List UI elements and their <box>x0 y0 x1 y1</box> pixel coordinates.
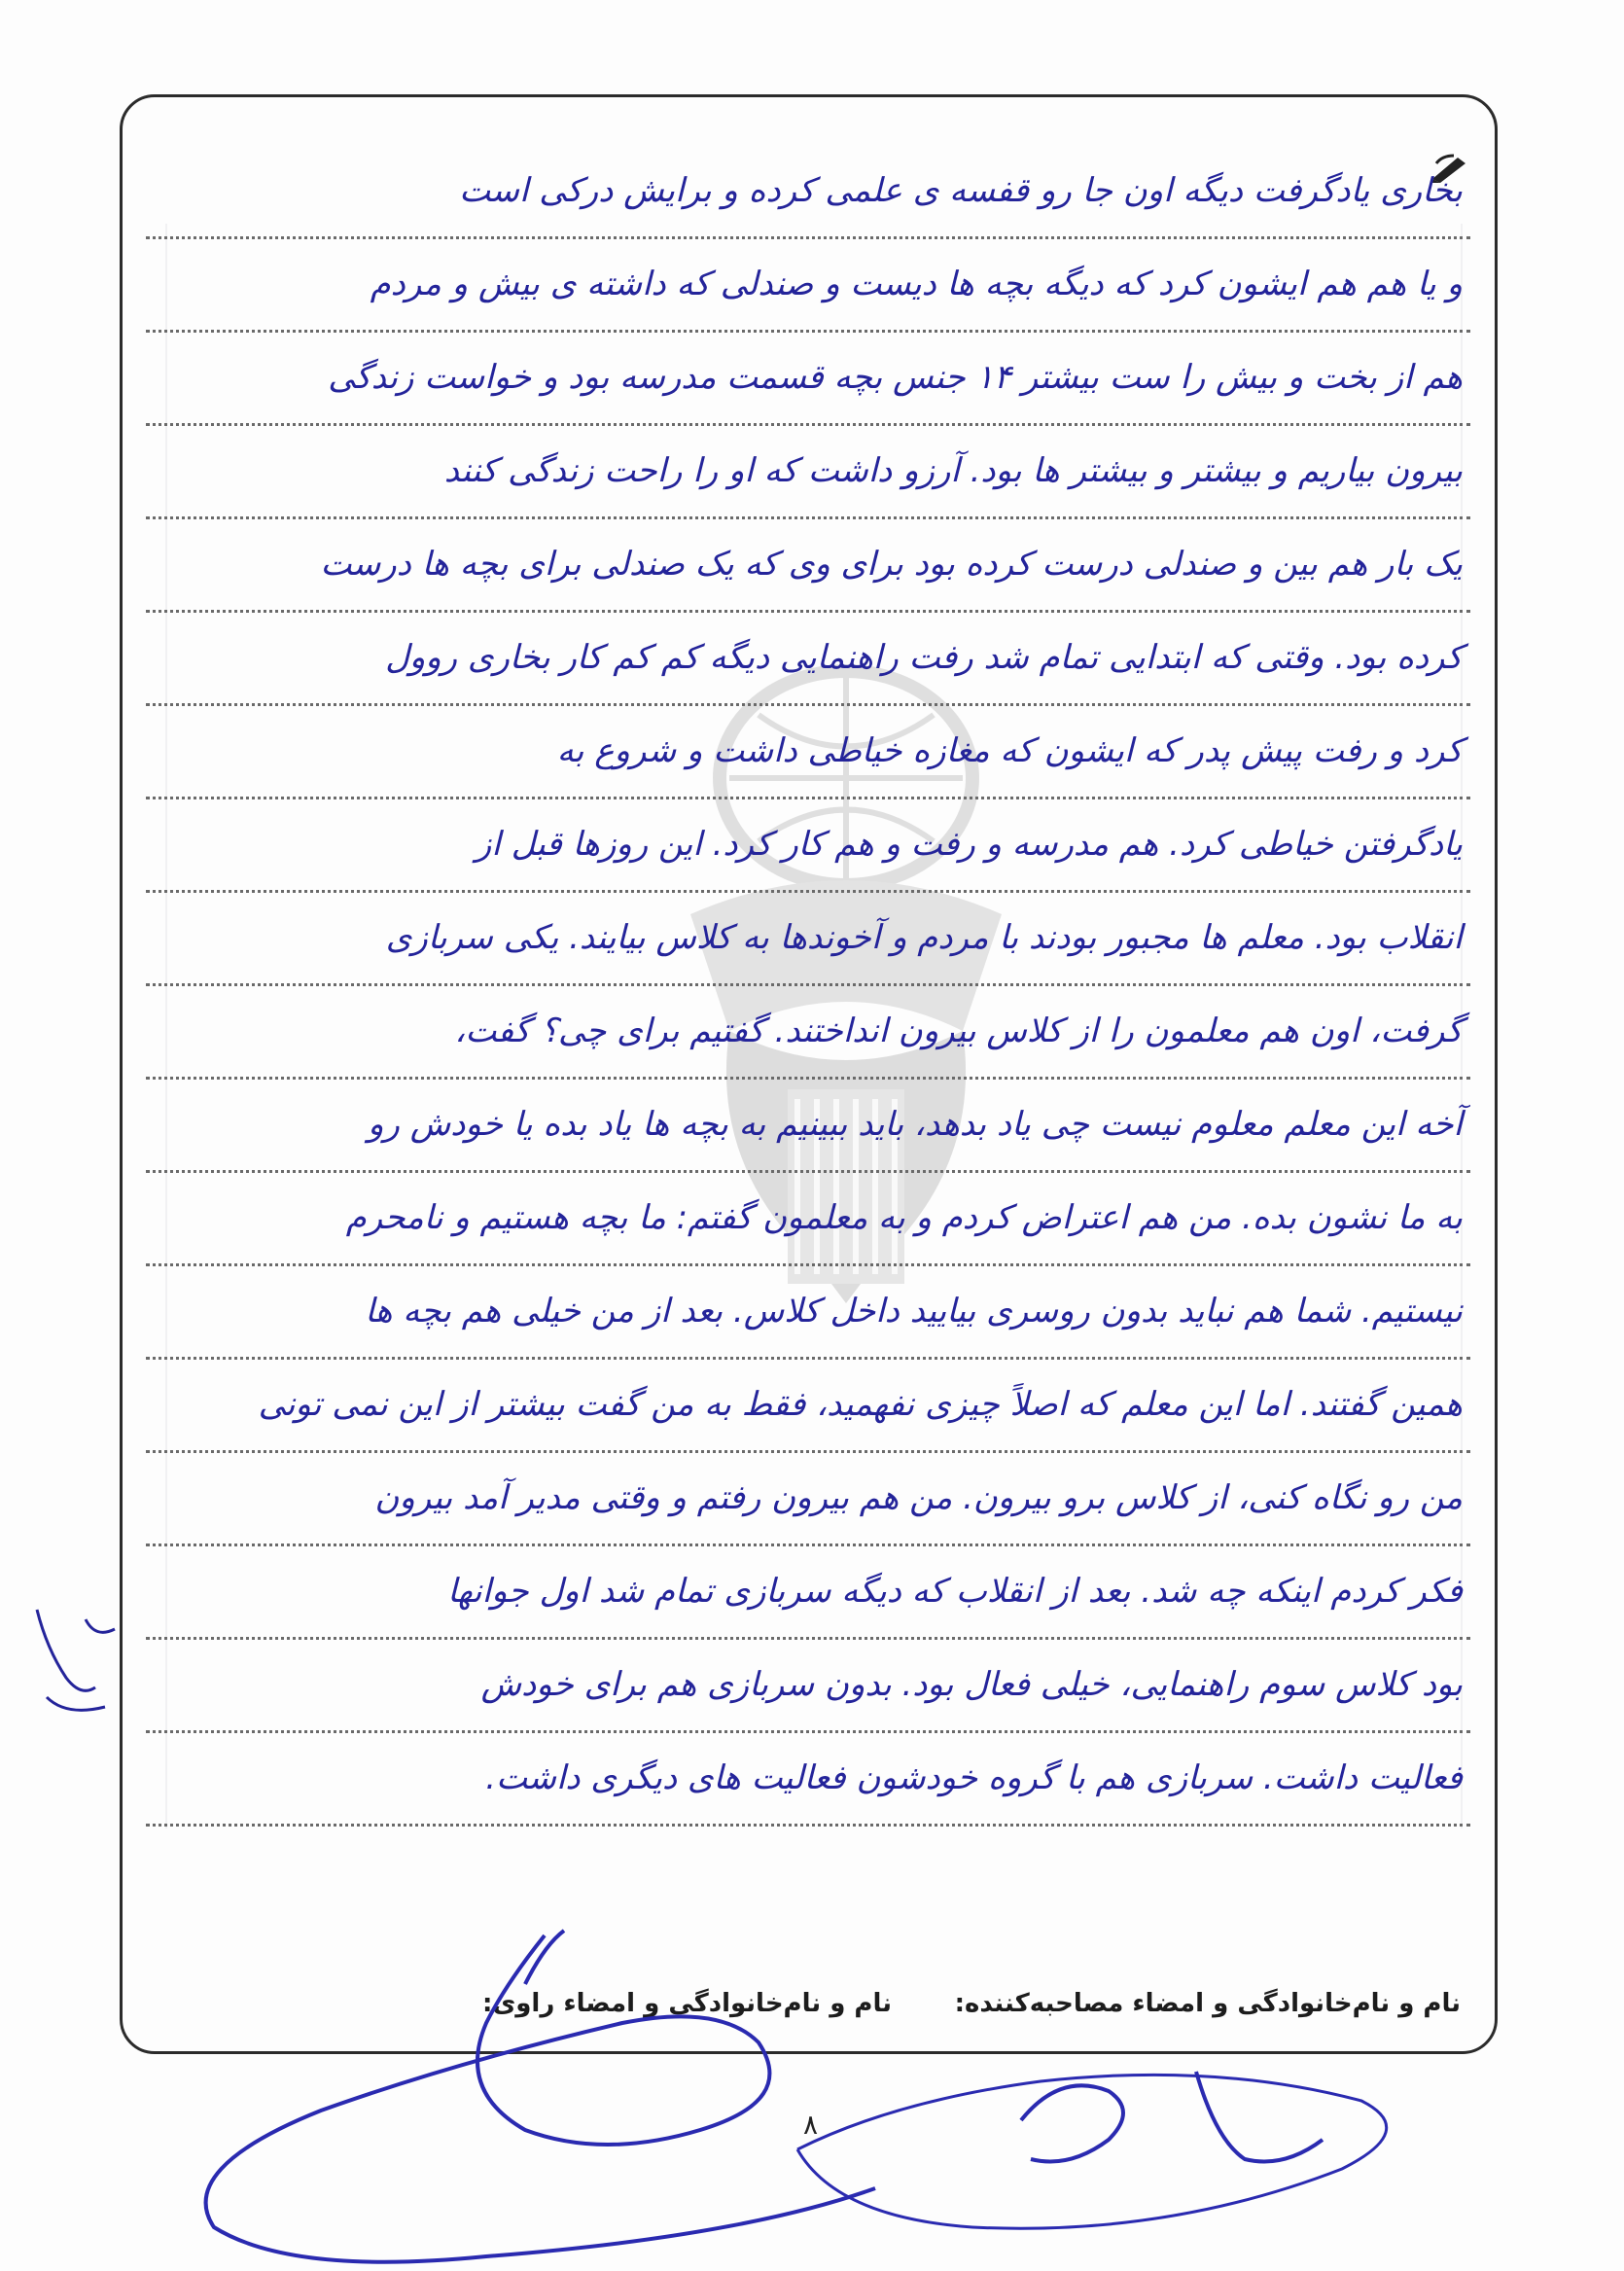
narrator-signature-label: نام و نام‌خانوادگی و امضاء راوی: <box>482 1989 892 2018</box>
text-line: یک بار هم بین و صندلی درست کرده بود برای وی که یک صندلی برای بچه ها درست <box>146 519 1470 613</box>
page-number: ۸ <box>803 2109 819 2141</box>
text-line: بود کلاس سوم راهنمایی، خیلی فعال بود. بدون سربازی هم برای خودش <box>146 1640 1470 1733</box>
signature-footer <box>146 1989 1470 2038</box>
text-line: بیرون بیاریم و بیشتر و بیشتر ها بود. آرزو داشت که او را راحت زندگی کنند <box>146 426 1470 519</box>
text-line: بخاری یادگرفت دیگه اون جا رو قفسه ی علمی کرده و برایش درکی است <box>146 146 1470 239</box>
interviewer-signature-label: نام و نام‌خانوادگی و امضاء مصاحبه‌کننده: <box>954 1989 1461 2018</box>
text-line: گرفت، اون هم معلمون را از کلاس بیرون انداختند. گفتیم برای چی؟ گفت، <box>146 986 1470 1080</box>
text-line: نیستیم. شما هم نباید بدون روسری بیایید داخل کلاس. بعد از من خیلی هم بچه ها <box>146 1266 1470 1360</box>
margin-handwritten-note <box>27 1590 134 1726</box>
text-line: کرد و رفت پیش پدر که ایشون که مغازه خیاطی داشت و شروع به <box>146 706 1470 799</box>
handwritten-text-body <box>146 146 1470 1827</box>
text-line: هم از بخت و بیش را ست بیشتر ۱۴ جنس بچه قسمت مدرسه بود و خواست زندگی <box>146 333 1470 426</box>
text-line: آخه این معلم معلوم نیست چی یاد بدهد، باید ببینیم به بچه ها یاد بده یا خودش رو <box>146 1080 1470 1173</box>
text-line: کرده بود. وقتی که ابتدایی تمام شد رفت راهنمایی دیگه کم کم کار بخاری روول <box>146 613 1470 706</box>
text-line: به ما نشون بده. من هم اعتراض کردم و به معلمون گفتم: ما بچه هستیم و نامحرم <box>146 1173 1470 1266</box>
text-line: و یا هم هم ایشون کرد که دیگه بچه ها دیست و صندلی که داشته ی بیش و مردم <box>146 239 1470 333</box>
text-line: من رو نگاه کنی، از کلاس برو بیرون. من هم بیرون رفتم و وقتی مدیر آمد بیرون <box>146 1453 1470 1546</box>
text-line: فکر کردم اینکه چه شد. بعد از انقلاب که دیگه سربازی تمام شد اول جوانها <box>146 1546 1470 1640</box>
text-line: انقلاب بود. معلم ها مجبور بودند با مردم و آخوندها به کلاس بیایند. یکی سربازی <box>146 893 1470 986</box>
text-line: همین گفتند. اما این معلم که اصلاً چیزی نفهمید، فقط به من گفت بیشتر از این نمی تونی <box>146 1360 1470 1453</box>
text-line: فعالیت داشت. سربازی هم با گروه خودشون فعالیت های دیگری داشت. <box>146 1733 1470 1827</box>
text-line: یادگرفتن خیاطی کرد. هم مدرسه و رفت و هم کار کرد. این روزها قبل از <box>146 799 1470 893</box>
